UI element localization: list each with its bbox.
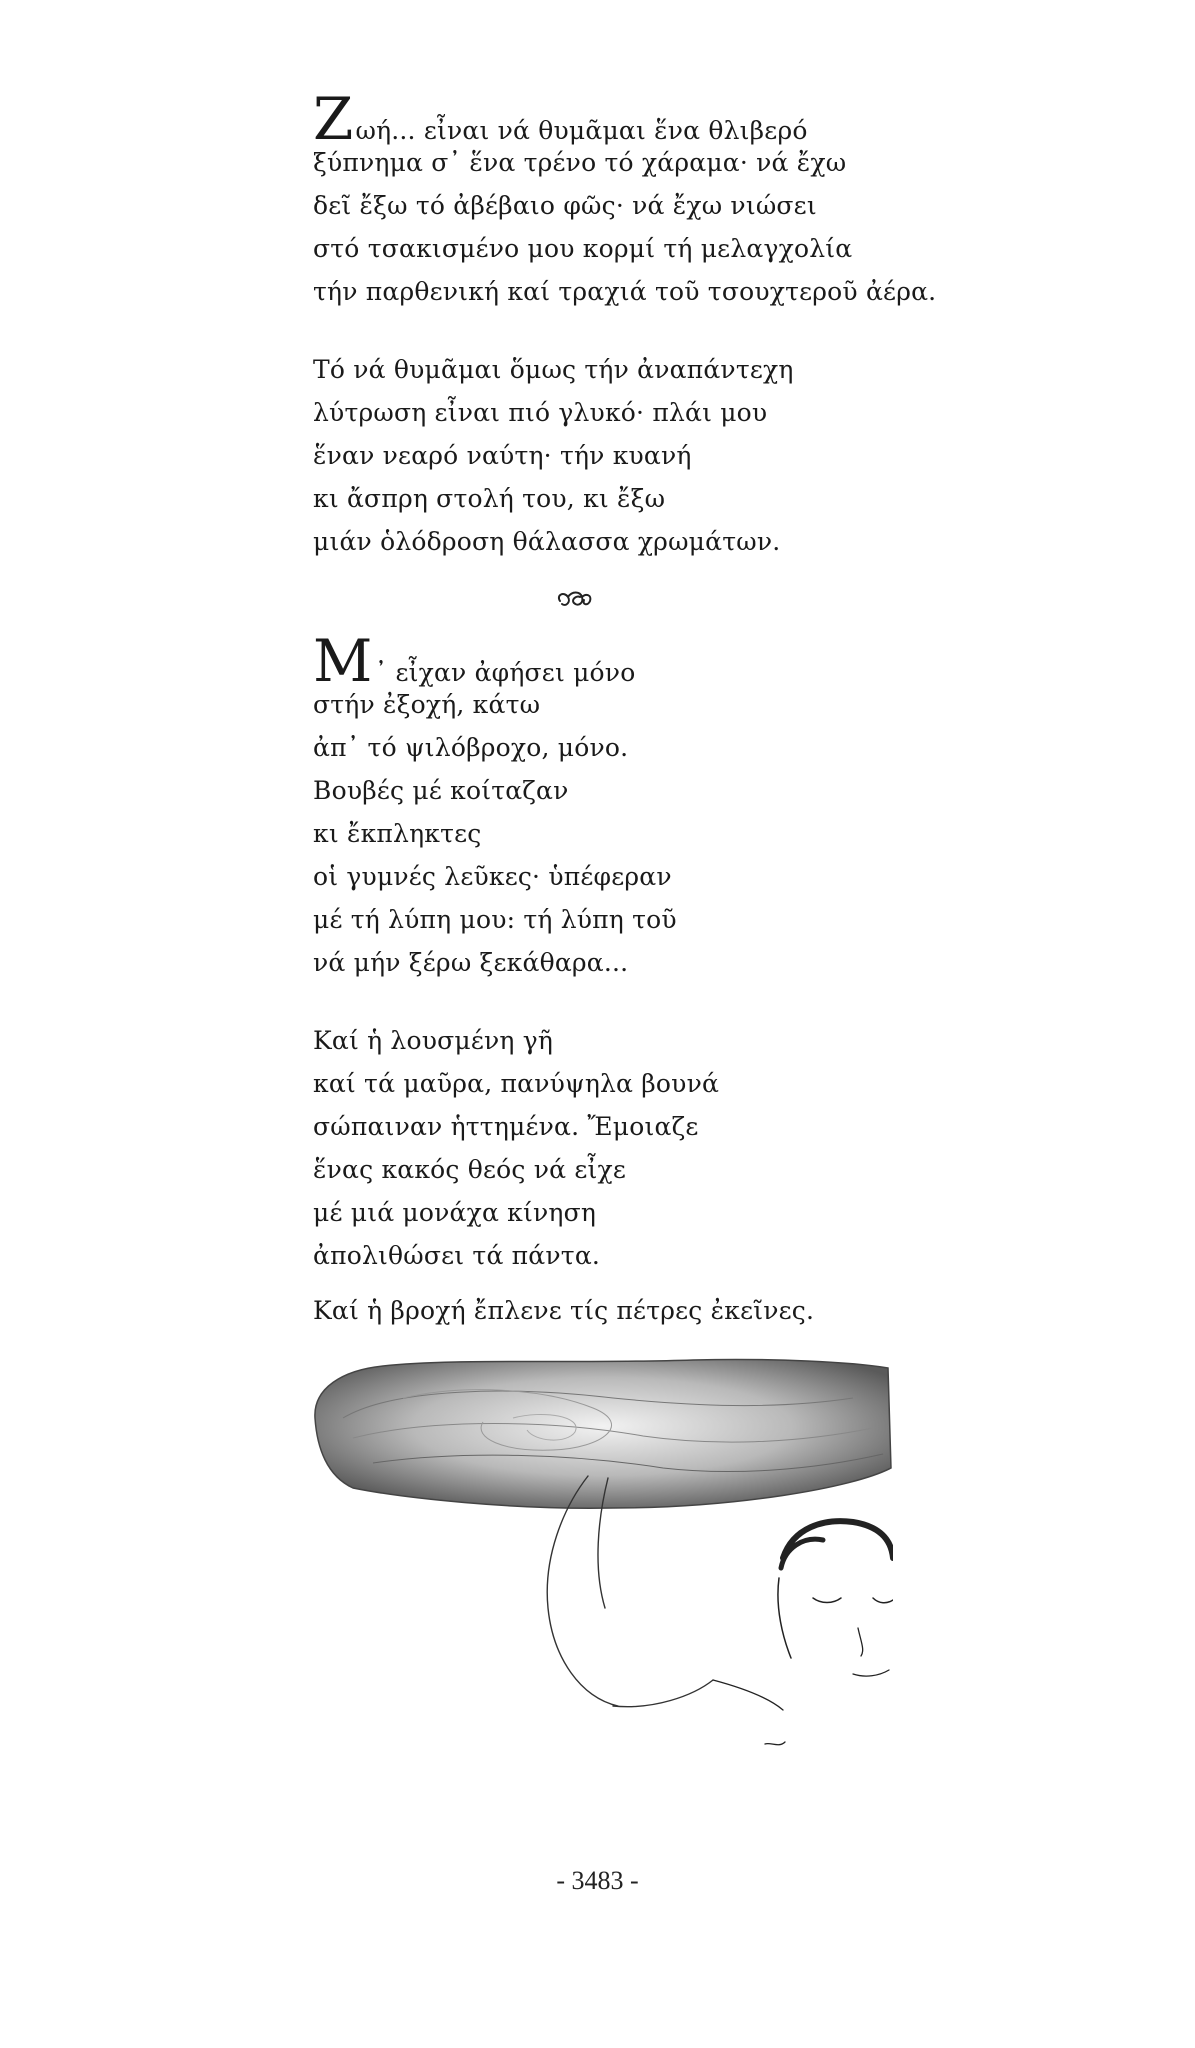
figure-head bbox=[713, 1521, 893, 1745]
verse-text: ᾽ εἶχαν ἀφήσει μόνο bbox=[374, 658, 636, 687]
poem-1-line: τήν παρθενική καί τραχιά τοῦ τσουχτεροῦ ἀέρα. bbox=[313, 277, 937, 306]
poem-1-line: στό τσακισμένο μου κορμί τή μελαγχολία bbox=[313, 234, 853, 263]
poem-2-line: ἀπ᾽ τό ψιλόβροχο, μόνο. bbox=[313, 733, 629, 762]
poem-1 bbox=[313, 85, 1113, 313]
verse-text: ωή... εἶναι νά θυμᾶμαι ἕνα θλιβερό bbox=[355, 116, 808, 145]
poem-2-line: οἱ γυμνές λεῦκες· ὑπέφεραν bbox=[313, 862, 672, 891]
poem-2-line: ἀπολιθώσει τά πάντα. bbox=[313, 1241, 601, 1270]
poem-2-line: Καί ἡ βροχή ἔπλενε τίς πέτρες ἐκεῖνες. bbox=[313, 1296, 815, 1325]
poem-1-line: κι ἄσπρη στολή του, κι ἔξω bbox=[313, 484, 666, 513]
poem-1-line: Τό νά θυμᾶμαι ὅμως τήν ἀναπάντεχη bbox=[313, 355, 794, 384]
drop-cap: Z bbox=[313, 85, 354, 153]
poem-1-line: δεῖ ἔξω τό ἀβέβαιο φῶς· νά ἔχω νιώσει bbox=[313, 191, 817, 220]
fleuron-icon bbox=[554, 587, 594, 611]
poem-2-line: μέ τή λύπη μου: τή λύπη τοῦ bbox=[313, 905, 677, 934]
poem-2-line: κι ἔκπληκτες bbox=[313, 819, 482, 848]
poem-2-line: ἕνας κακός θεός νά εἶχε bbox=[313, 1155, 627, 1184]
poem-1-line: λύτρωση εἶναι πιό γλυκό· πλάι μου bbox=[313, 398, 768, 427]
poem-2-line: στήν ἐξοχή, κάτω bbox=[313, 690, 541, 719]
page-number: - 3483 - bbox=[556, 1866, 639, 1895]
pencil-sketch-illustration bbox=[313, 1358, 893, 1788]
poem-2-line: Βουβές μέ κοίταζαν bbox=[313, 776, 569, 805]
poem-2-line: σώπαιναν ἡττημένα. Ἔμοιαζε bbox=[313, 1112, 699, 1141]
poem-1-line bbox=[313, 85, 1113, 153]
poem-1-line: μιάν ὁλόδροση θάλασσα χρωμάτων. bbox=[313, 527, 781, 556]
poem-2-stanza-2 bbox=[313, 1019, 719, 1277]
poem-2-line: καί τά μαῦρα, πανύψηλα βουνά bbox=[313, 1069, 720, 1098]
cloud-shape bbox=[315, 1359, 891, 1508]
poem-2-line: μέ μιά μονάχα κίνηση bbox=[313, 1198, 597, 1227]
poem-1-line: ἕναν νεαρό ναύτη· τήν κυανή bbox=[313, 441, 692, 470]
poem-2-line: νά μήν ξέρω ξεκάθαρα... bbox=[313, 948, 629, 977]
drop-cap: M bbox=[313, 627, 373, 695]
poem-2 bbox=[313, 627, 1113, 984]
poem-2-line bbox=[313, 627, 1113, 695]
poem-2-stanza-3 bbox=[313, 1289, 814, 1332]
poem-1-stanza-2 bbox=[313, 348, 794, 563]
poem-2-line: Καί ἡ λουσμένη γῆ bbox=[313, 1026, 554, 1055]
figure-arm bbox=[547, 1476, 713, 1707]
poem-1-line: ξύπνημα σ᾽ ἕνα τρένο τό χάραμα· νά ἔχω bbox=[313, 148, 847, 177]
